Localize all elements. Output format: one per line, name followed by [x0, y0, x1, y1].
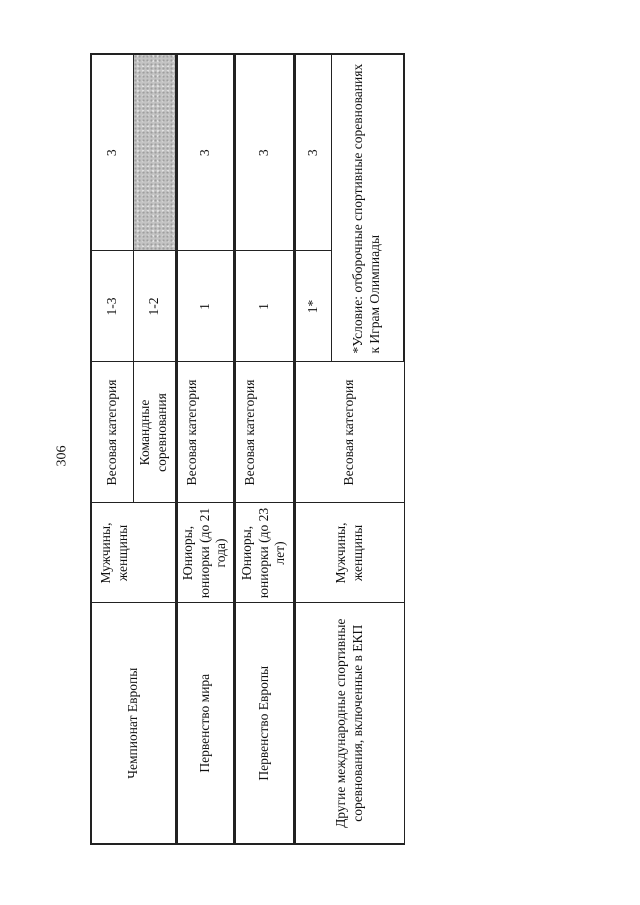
count-cell-shaded — [133, 54, 176, 251]
places-cell: 1* — [294, 251, 331, 362]
discipline-cell: Командные соревнования — [133, 362, 176, 503]
competition-cell: Первенство мира — [176, 603, 234, 844]
footnote-cell: *Условие: отборочные спортивные соревнованиях к Играм Олимпиады — [331, 54, 404, 362]
count-cell: 3 — [294, 54, 331, 251]
discipline-cell: Весовая категория — [294, 362, 404, 503]
table-row — [91, 54, 133, 844]
participants-cell: Юниоры, юниорки (до 21 года) — [176, 503, 234, 603]
participants-cell: Мужчины, женщины — [91, 503, 176, 603]
count-cell: 3 — [91, 54, 133, 251]
discipline-cell: Весовая категория — [91, 362, 133, 503]
discipline-cell: Весовая категория — [176, 362, 234, 503]
competition-cell: Первенство Европы — [234, 603, 294, 844]
sports-competitions-table — [90, 53, 405, 845]
places-cell: 1 — [176, 251, 234, 362]
count-cell: 3 — [234, 54, 294, 251]
rotated-table-container — [90, 55, 403, 845]
places-cell: 1-3 — [91, 251, 133, 362]
participants-cell: Мужчины, женщины — [294, 503, 404, 603]
places-cell: 1 — [234, 251, 294, 362]
discipline-cell: Весовая категория — [234, 362, 294, 503]
count-cell: 3 — [176, 54, 234, 251]
places-cell: 1-2 — [133, 251, 176, 362]
table-row — [294, 54, 331, 844]
page-number: 306 — [54, 445, 70, 467]
table-row — [176, 54, 234, 844]
competition-cell: Другие международные спортивные соревнования, включенные в ЕКП — [294, 603, 404, 844]
table-row — [234, 54, 294, 844]
competition-cell: Чемпионат Европы — [91, 603, 176, 844]
participants-cell: Юниоры, юниорки (до 23 лет) — [234, 503, 294, 603]
